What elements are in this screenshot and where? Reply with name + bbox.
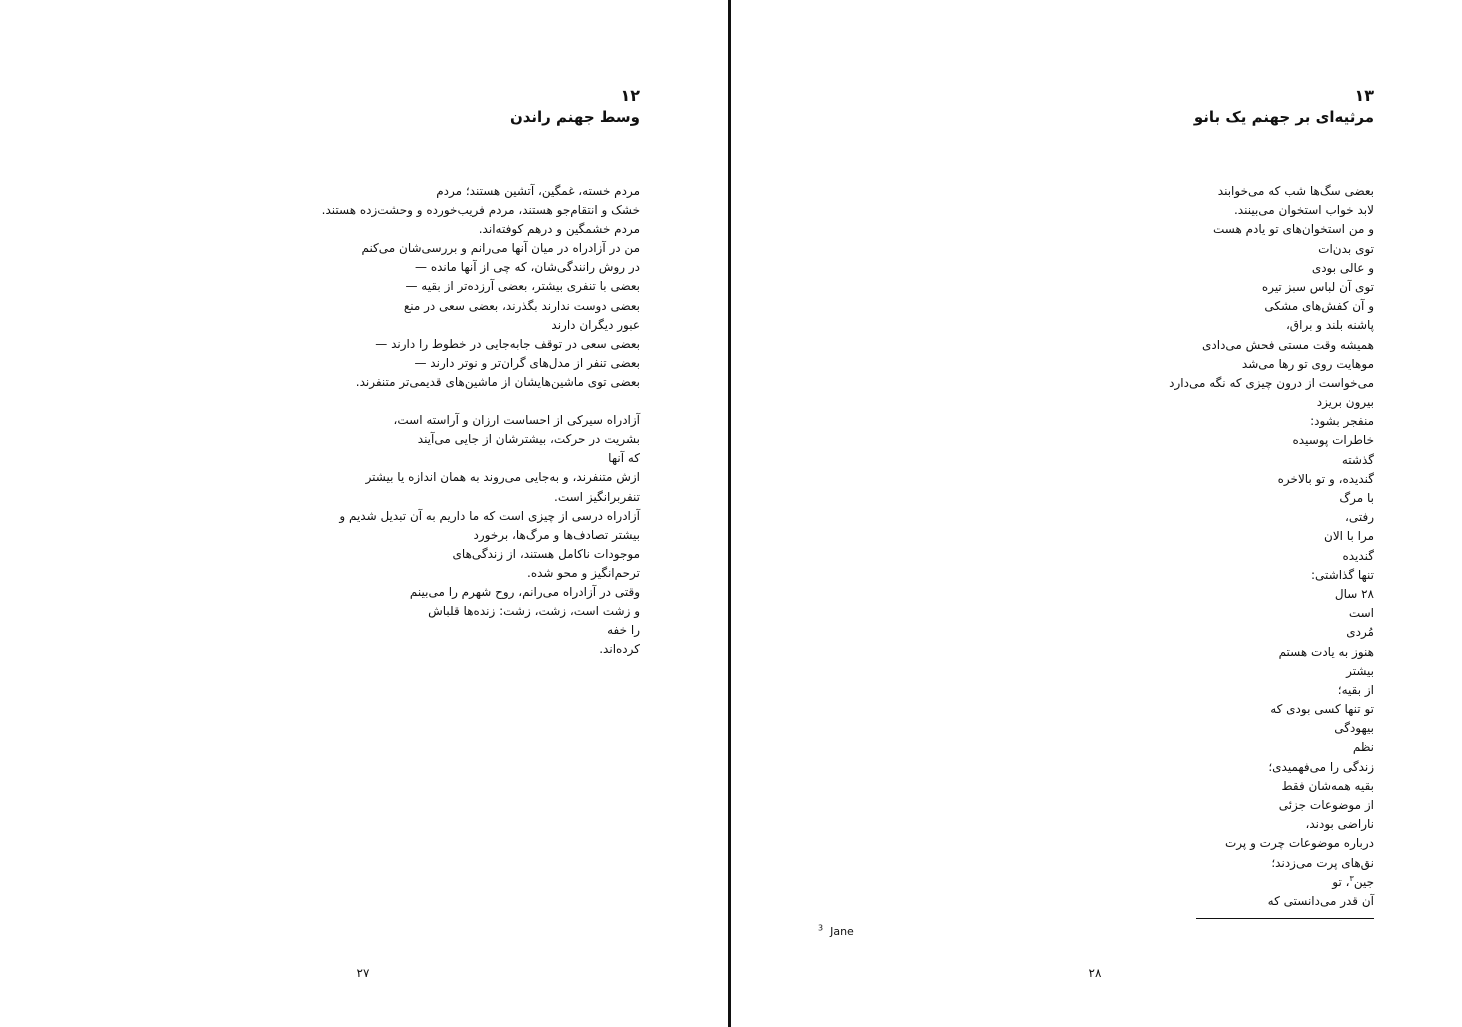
page-number: ۲۸ bbox=[1088, 966, 1102, 980]
stanza-break bbox=[310, 392, 640, 411]
poem-line: بیشتر تصادف‌ها و مرگ‌ها، برخورد bbox=[473, 527, 640, 542]
poem-line: با مرگ bbox=[1339, 491, 1374, 505]
poem-line: توی بدن‌ات bbox=[1318, 241, 1374, 256]
poem-line: ترحم‌انگیز و محو شده. bbox=[527, 565, 640, 580]
poem-text bbox=[1114, 182, 1374, 911]
poem-line: آزادراه سیرکی از احساست ارزان و آراسته است، bbox=[393, 413, 640, 428]
poem-line: همیشه وقت مستی فحش می‌دادی bbox=[1202, 337, 1374, 352]
poem-line: از بقیه؛ bbox=[1337, 682, 1374, 697]
poem-line: رفتی، bbox=[1344, 510, 1374, 525]
poem-line: از موضوعات جزئی bbox=[1278, 798, 1374, 812]
poem-line: که آنها bbox=[608, 451, 640, 466]
poem-number: ۱۳ bbox=[1354, 86, 1374, 105]
poem-line: گندیده bbox=[1342, 548, 1374, 563]
poem-line: توی آن لباس سبز تیره bbox=[1261, 279, 1374, 294]
poem-line: بعضی با تنفری بیشتر، بعضی آرزده‌تر از بقیه — bbox=[405, 279, 640, 294]
poem-line: و آن کفش‌های مشکی bbox=[1264, 299, 1374, 314]
footnote bbox=[818, 925, 854, 938]
poem-line: کرده‌اند. bbox=[599, 642, 640, 657]
poem-text bbox=[310, 182, 640, 659]
poem-line: پاشنه بلند و براق، bbox=[1285, 318, 1374, 333]
poem-line: مردم خسته، غمگین، آتشین هستند؛ مردم bbox=[436, 184, 640, 198]
poem-line: و زشت است، زشت، زشت: زنده‌ها قلباش bbox=[428, 604, 640, 619]
poem-line: تنفربرانگیز است. bbox=[554, 489, 640, 504]
poem-line: نق‌های پرت می‌زدند؛ bbox=[1271, 855, 1374, 870]
right-page bbox=[732, 0, 1462, 1027]
poem-line: آن قدر می‌دانستی که bbox=[1267, 893, 1374, 908]
poem-line: موجودات ناکامل هستند، از زندگی‌های bbox=[452, 546, 640, 561]
poem-line: عبور دیگران دارند bbox=[551, 317, 640, 332]
poem-line: منفجر بشود: bbox=[1310, 414, 1374, 429]
poem-line: لابد خواب استخوان می‌بینند. bbox=[1233, 203, 1374, 218]
page-number: ۲۷ bbox=[356, 966, 370, 980]
poem-line: خاطرات پوسیده bbox=[1292, 433, 1374, 448]
book-spine bbox=[728, 0, 731, 1027]
poem-line: آزادراه درسی از چیزی است که ما داریم به آن تبدیل شدیم و bbox=[339, 508, 640, 523]
poem-line: وقتی در آزادراه می‌رانم، روح شهرم را می‌بینم bbox=[409, 584, 640, 599]
poem-line: تنها گذاشتی: bbox=[1310, 567, 1374, 582]
poem-line: هنوز به یادت هستم bbox=[1278, 644, 1374, 659]
poem-line: است bbox=[1348, 606, 1374, 621]
poem-line: بیرون بریزد bbox=[1316, 395, 1374, 410]
footnote-marker[interactable]: ۳ bbox=[1349, 873, 1354, 883]
poem-line: بیهودگی bbox=[1334, 721, 1374, 736]
poem-line: گذشته bbox=[1341, 452, 1374, 467]
poem-line: ۲۸ سال bbox=[1334, 586, 1374, 601]
poem-line: جین$^۳$، تو bbox=[1332, 873, 1374, 889]
poem-title: مرثیه‌ای بر جهنم یک بانو bbox=[1193, 108, 1374, 126]
poem-line: بشریت در حرکت، بیشترشان از جایی می‌آیند bbox=[417, 432, 640, 447]
poem-line: ناراضی بودند، bbox=[1305, 817, 1374, 832]
poem-line: خشک و انتقام‌جو هستند، مردم فریب‌خورده و وحشت‌زده هستند. bbox=[321, 203, 640, 218]
footnote-separator bbox=[1196, 918, 1374, 919]
poem-line: بعضی دوست ندارند بگذرند، بعضی سعی در منع bbox=[403, 298, 640, 313]
poem-line: مرا با الان bbox=[1324, 529, 1374, 544]
poem-line: من در آزادراه در میان آنها می‌رانم و بررسی‌شان می‌کنم bbox=[361, 241, 640, 256]
poem-line: بعضی توی ماشین‌هایشان از ماشین‌های قدیمی‌تر متنفرند. bbox=[355, 374, 640, 389]
poem-line: گندیده، و تو بالاخره bbox=[1277, 471, 1374, 486]
poem-line: بعضی سعی در توقف جابه‌جایی در خطوط را دارند — bbox=[375, 336, 640, 351]
footnote-number: 3 bbox=[818, 923, 824, 933]
left-page bbox=[0, 0, 728, 1027]
footnote-text: Jane bbox=[830, 925, 854, 938]
poem-line: مردم خشمگین و درهم کوفته‌اند. bbox=[478, 222, 640, 237]
poem-line: نظم bbox=[1352, 740, 1374, 755]
poem-line: بعضی سگ‌ها شب که می‌خوابند bbox=[1217, 184, 1374, 198]
poem-line: بعضی تنفر از مدل‌های گران‌تر و نوتر دارند — bbox=[414, 355, 640, 370]
poem-line: در روش رانندگی‌شان، که چی از آنها مانده — bbox=[415, 260, 640, 275]
poem-line: و من استخوان‌های تو یادم هست bbox=[1212, 222, 1374, 237]
poem-number: ۱۲ bbox=[620, 86, 640, 105]
poem-line: زندگی را می‌فهمیدی؛ bbox=[1268, 759, 1374, 774]
poem-line: موهایت روی تو رها می‌شد bbox=[1241, 356, 1374, 371]
poem-line: بقیه همه‌شان فقط bbox=[1281, 778, 1374, 793]
poem-title: وسط جهنم راندن bbox=[509, 108, 640, 126]
poem-line: می‌خواست از درون چیزی که نگه می‌دارد bbox=[1169, 375, 1374, 390]
poem-line: را خفه bbox=[607, 623, 640, 638]
poem-line: بیشتر bbox=[1346, 663, 1374, 678]
poem-line: ازش متنفرند، و به‌جایی می‌روند به همان اندازه یا بیشتر bbox=[365, 470, 640, 485]
poem-line: مُردی bbox=[1346, 625, 1374, 640]
poem-line: تو تنها کسی بودی که bbox=[1270, 702, 1374, 717]
poem-line: و عالی بودی bbox=[1311, 260, 1374, 275]
poem-line: درباره موضوعات چرت و پرت bbox=[1225, 836, 1374, 851]
